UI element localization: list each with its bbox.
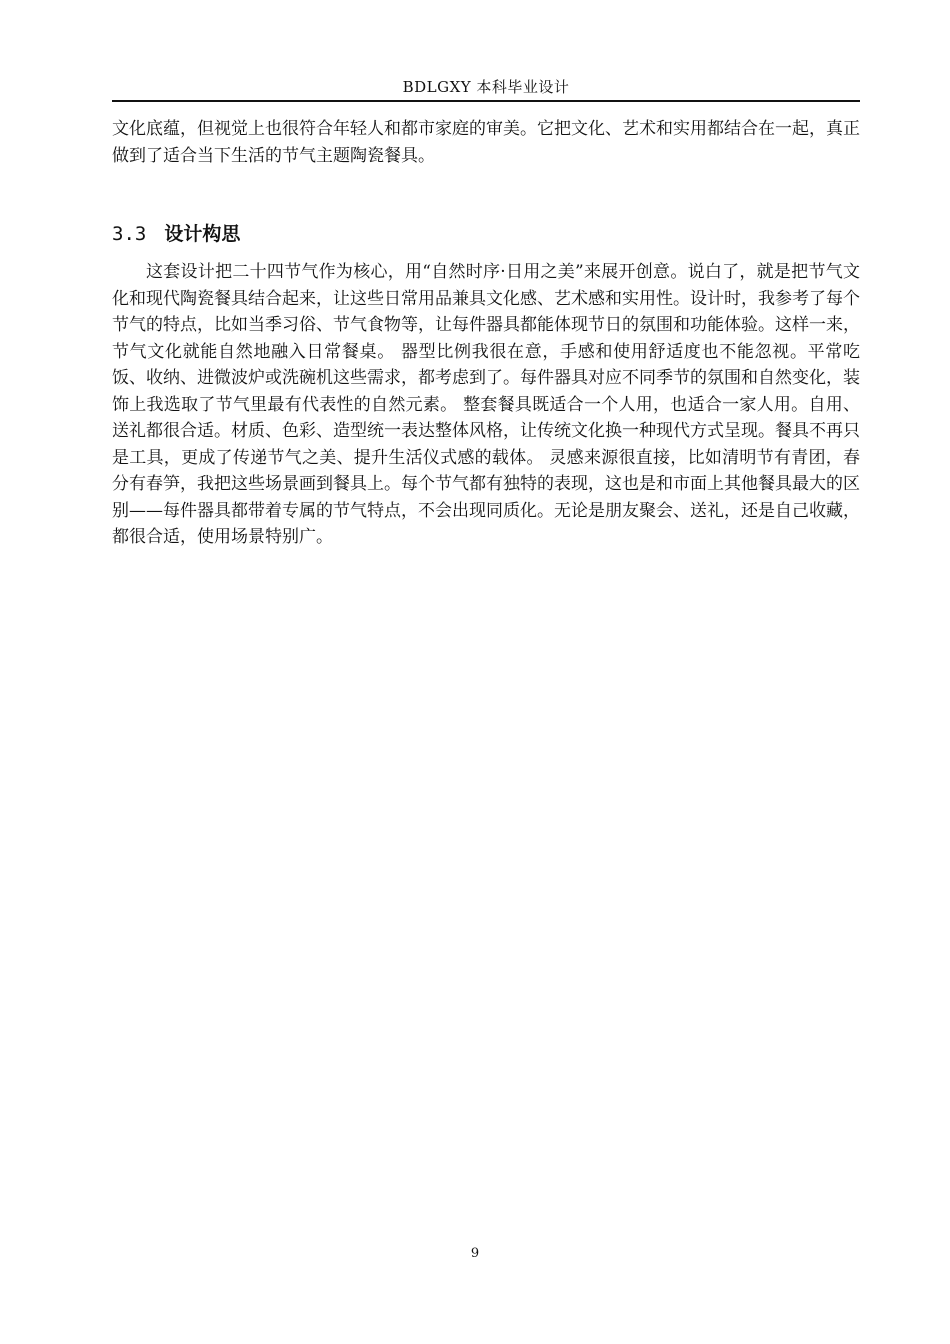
section-title: 设计构思 [164,223,241,245]
page-number: 9 [470,1246,480,1261]
running-header: BDLGXY 本科毕业设计 [402,78,570,96]
section-heading [112,219,240,246]
section-paragraph: 这套设计把二十四节气作为核心，用“自然时序·日用之美”来展开创意。说白了，就是把节气文化和现代陶瓷餐具结合起来，让这些日常用品兼具文化感、艺术感和实用性。设计时，我参考了每个节气的特点，比如当季习俗、节气食物等，让每件器具都能体现节日的氛围和功能体验。这样一来，节气文化就能自然地融入日常餐桌。 器型比例我很在意，手感和使用舒适度也不能忽视。平常吃饭、收纳、进微波炉或洗碗机这些需求，都考虑到了。每件器具对应不同季节的氛围和自然变化，装饰上我选取了节气里最有代表性的自然元素。 整套餐具既适合一个人用，也适合一家人用。自用、送礼都很合适。材质、色彩、造型统一表达整体风格，让传统文化换一种现代方式呈现。餐具不再只是工具，更成了传递节气之美、提升生活仪式感的载体。 灵感来源很直接，比如清明节有青团，春分有春笋，我把这些场景画到餐具上。每个节气都有独特的表现，这也是和市面上其他餐具最大的区别——每件器具都带着专属的节气特点，不会出现同质化。无论是朋友聚会、送礼，还是自己收藏，都很合适，使用场景特别广。 [112,262,860,547]
continued-paragraph: 文化底蕴，但视觉上也很符合年轻人和都市家庭的审美。它把文化、艺术和实用都结合在一起，真正做到了适合当下生活的节气主题陶瓷餐具。 [112,119,860,166]
header-divider [112,100,860,102]
section-number: 3.3 [112,223,147,245]
